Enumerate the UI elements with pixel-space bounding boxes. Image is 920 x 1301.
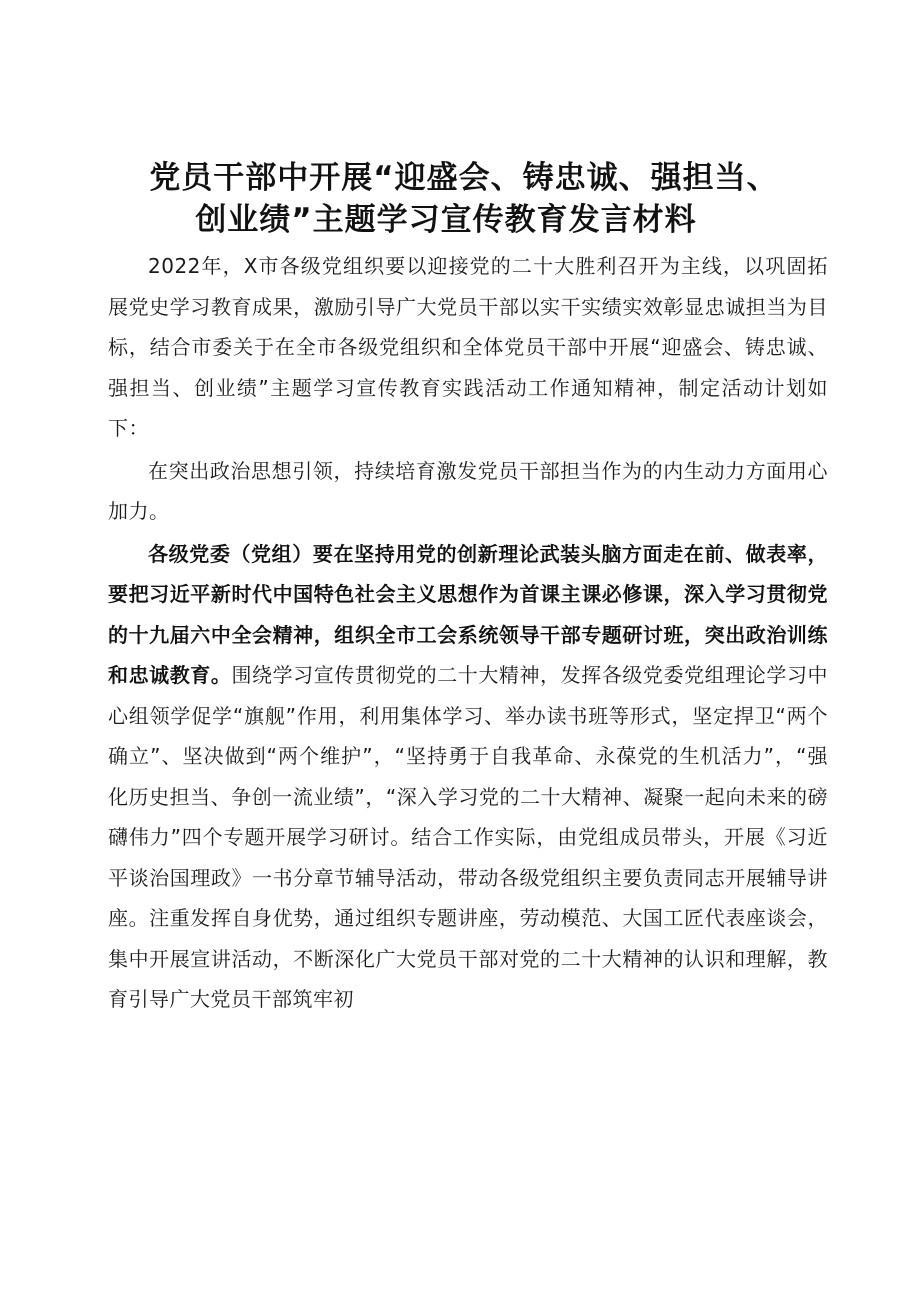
paragraph-study [108,534,828,1020]
document-body [108,246,828,1020]
document-title-line-1: 党员干部中开展“迎盛会、铸忠诚、强担当、 [149,160,779,196]
paragraph-intro: 2022年，X市各级党组织要以迎接党的二十大胜利召开为主线，以巩固拓展党史学习教育成果，激励引导广大党员干部以实干实绩实效彰显忠诚担当为目标，结合市委关于在全市各级党组织和全体党员干部中开展“迎盛会、铸忠诚、强担当、创业绩”主题学习宣传教育实践活动工作通知精神，制定活动计划如下： [108,254,828,440]
paragraph-section-heading: 在突出政治思想引领，持续培育激发党员干部担当作为的内生动力方面用心加力。 [108,458,828,523]
paragraph-study-bold-lead: 各级党委（党组）要在坚持用党的创新理论武装头脑方面走在前、做表率，要把习近平新时代中国特色社会主义思想作为首课主课必修课，深入学习贯彻党的十九届六中全会精神，组织全市工会系统领导干部专题研讨班，突出政治训练和忠诚教育。 [108,541,828,687]
paragraph-study-text: 围绕学习宣传贯彻党的二十大精神，发挥各级党委党组理论学习中心组领学促学“旗舰”作用，利用集体学习、举办读书班等形式，坚定捍卫“两个确立”、坚决做到“两个维护”，“坚持勇于自我革命、永葆党的生机活力”，“强化历史担当、争创一流业绩”，“深入学习党的二十大精神、凝聚一起向未来的磅礴伟力”四个专题开展学习研讨。结合工作实际，由党组成员带头，开展《习近平谈治国理政》一书分章节辅导活动，带动各级党组织主要负责同志开展辅导讲座。注重发挥自身优势，通过组织专题讲座，劳动模范、大国工匠代表座谈会，集中开展宣讲活动，不断深化广大党员干部对党的二十大精神的认识和理解，教育引导广大党员干部筑牢初 [108,663,829,1011]
document-title-line-2: 创业绩”主题学习宣传教育发言材料 [195,202,697,238]
